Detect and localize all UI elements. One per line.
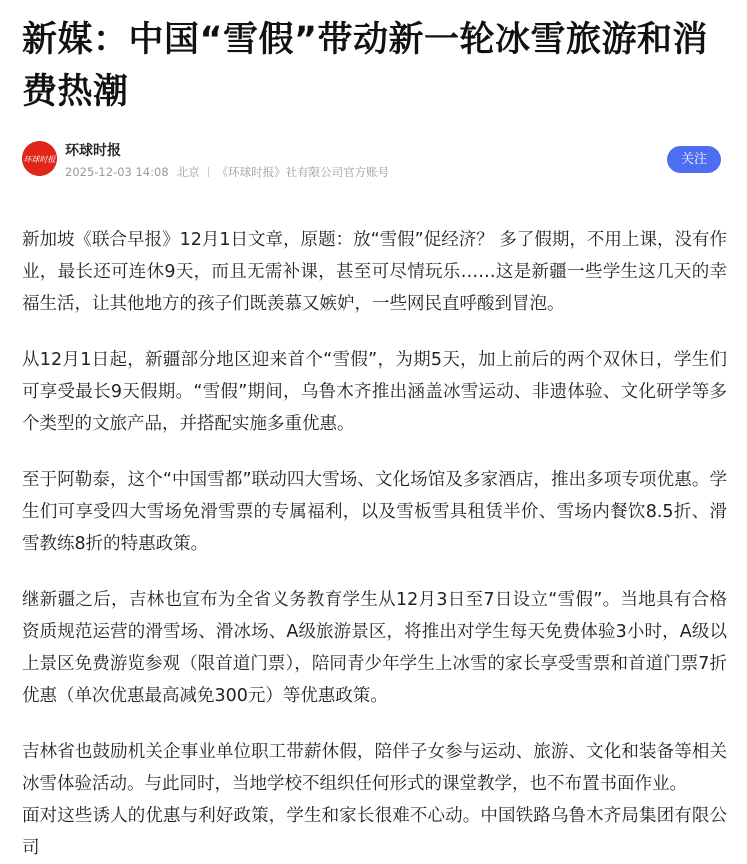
meta-divider [208, 167, 209, 177]
article-meta [65, 165, 389, 179]
author-name[interactable]: 环球时报 [65, 143, 121, 159]
avatar-logo-text: 环球时报 [23, 155, 56, 164]
huanqiu-logo-icon [22, 141, 57, 176]
follow-button[interactable]: 关注 [667, 146, 721, 173]
account-description: 《环球时报》社有限公司官方账号 [216, 165, 390, 179]
article-title: 新媒：中国“雪假”带动新一轮冰雪旅游和消费热潮 [22, 20, 709, 112]
article-paragraph: 继新疆之后，吉林也宣布为全省义务教育学生从12月3日至7日设立“雪假”。当地具有合格资质规范运营的滑雪场、滑冰场、A级旅游景区，将推出对学生每天免费体验3小时，A级以上景区免费游览参观（限首道门票），陪同青少年学生上冰雪的家长享受雪票和首道门票7折优惠（单次优惠最高减免300元）等优惠政策。 [22, 590, 727, 706]
article-paragraph: 面对这些诱人的优惠与利好政策，学生和家长很难不心动。中国铁路乌鲁木齐局集团有限公司 [22, 806, 727, 858]
article-paragraph: 新加坡《联合早报》12月1日文章，原题：放“雪假”促经济？ 多了假期，不用上课，没有作业，最长还可连休9天，而且无需补课，甚至可尽情玩乐……这是新疆一些学生这几天的幸福生活，让其他地方的孩子们既羡慕又嫉妒，一些网民直呼酸到冒泡。 [22, 230, 727, 314]
publish-location: 北京 [176, 165, 200, 179]
article-paragraph: 从12月1日起，新疆部分地区迎来首个“雪假”，为期5天，加上前后的两个双休日，学生们可享受最长9天假期。“雪假”期间，乌鲁木齐推出涵盖冰雪运动、非遗体验、文化研学等多个类型的文旅产品，并搭配实施多重优惠。 [22, 350, 727, 434]
author-row [22, 140, 722, 182]
author-avatar[interactable] [22, 141, 57, 176]
article-body [22, 224, 727, 864]
publish-time: 2025-12-03 14:08 [65, 165, 169, 179]
article-paragraph: 吉林省也鼓励机关企事业单位职工带薪休假，陪伴子女参与运动、旅游、文化和装备等相关冰雪体验活动。与此同时，当地学校不组织任何形式的课堂教学，也不布置书面作业。 [22, 742, 727, 794]
article-paragraph: 至于阿勒泰，这个“中国雪都”联动四大雪场、文化场馆及多家酒店，推出多项专项优惠。学生们可享受四大雪场免滑雪票的专属福利，以及雪板雪具租赁半价、雪场内餐饮8.5折、滑雪教练8折的特惠政策。 [22, 470, 727, 554]
